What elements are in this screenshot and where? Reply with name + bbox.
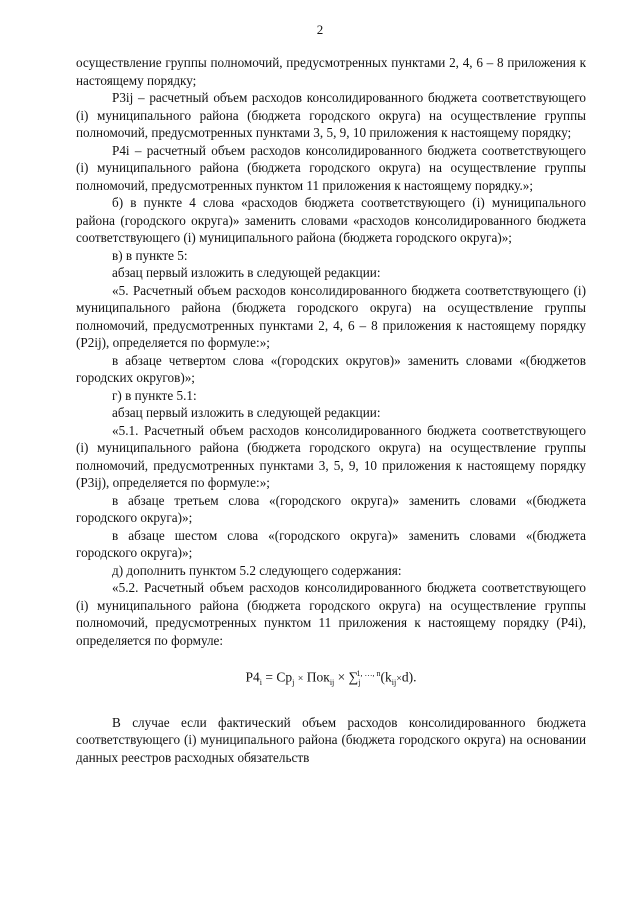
paragraph-7: «5. Расчетный объем расходов консолидированного бюджета соответствующего (i) муниципального района (бюджета городского округа) на осуществление группы полномочий, предусмотренных пунктами 2, 4, 6 – 8 приложения к настоящему порядку (Р2ij), определяется по формуле:»; — [76, 282, 586, 350]
formula-eq: = — [265, 669, 273, 685]
formula-open: (k — [380, 669, 392, 685]
formula-sum-sub: j — [358, 678, 361, 688]
paragraph-3: Р4i – расчетный объем расходов консолидированного бюджета соответствующего (i) муниципального района (бюджета городского округа) на осуществление группы полномочий, предусмотренных пунктом 11 приложения к настоящему порядку.»; — [76, 142, 586, 193]
formula-times-1: × — [297, 673, 304, 685]
formula-times-2: × — [337, 669, 346, 685]
paragraph-6: абзац первый изложить в следующей редакции: — [112, 265, 381, 280]
paragraph-12: в абзаце третьем слова «(городского округа)» заменить словами «(бюджета городского округа)»; — [76, 492, 586, 525]
paragraph-9: г) в пункте 5.1: — [112, 387, 197, 403]
paragraph-14: д) дополнить пунктом 5.2 следующего содержания: — [112, 562, 402, 578]
paragraph-13: в абзаце шестом слова «(городского округа)» заменить словами «(бюджета городского округа)»; — [76, 527, 586, 560]
formula-cp-sub: j — [292, 678, 295, 688]
formula-sum: ∑ — [348, 669, 359, 685]
formula-times-3: × — [396, 673, 402, 685]
formula-d: d). — [401, 669, 417, 685]
page-number: 2 — [316, 22, 324, 37]
formula-sum-sup: 1, …, n — [356, 669, 381, 678]
paragraph-11: «5.1. Расчетный объем расходов консолидированного бюджета соответствующего (i) муниципального района (бюджета городского округа) на осуществление группы полномочий, предусмотренных пунктами 3, 5, 9, 10 приложения к настоящему порядку (Р3ij), определяется по формуле:»; — [76, 422, 586, 490]
paragraph-2: Р3ij – расчетный объем расходов консолидированного бюджета соответствующего (i) муниципального района (бюджета городского округа) на осуществление группы полномочий, предусмотренных пунктами 3, 5, 9, 10 приложения к настоящему порядку; — [76, 90, 586, 140]
formula-pok: Пок — [306, 669, 330, 685]
formula — [76, 665, 586, 692]
paragraph-8: в абзаце четвертом слова «(городских округов)» заменить словами «(бюджетов городских округов)»; — [76, 352, 586, 385]
formula-lhs-sub: i — [259, 678, 262, 688]
paragraph-10: абзац первый изложить в следующей редакции: — [112, 405, 381, 420]
formula-lhs: Р4 — [245, 669, 260, 685]
paragraph-16: В случае если фактический объем расходов консолидированного бюджета соответствующего (i) муниципального района (бюджета городского округа) на основании данных реестров расходных обязательств — [76, 714, 586, 765]
formula-pok-sub: ij — [329, 678, 335, 688]
paragraph-15: «5.2. Расчетный объем расходов консолидированного бюджета соответствующего (i) муниципального района (бюджета городского округа) на осуществление группы полномочий, предусмотренных пунктом 11 приложения к настоящему порядку (Р4i), определяется по формуле: — [76, 580, 586, 648]
formula-cp: Ср — [276, 669, 293, 685]
document-body — [76, 54, 586, 766]
paragraph-5: в) в пункте 5: — [112, 247, 188, 263]
paragraph-1: осуществление группы полномочий, предусмотренных пунктами 2, 4, 6 – 8 приложения к настоящему порядку; — [76, 55, 586, 88]
formula-k-sub: ij — [391, 678, 397, 688]
paragraph-4: б) в пункте 4 слова «расходов бюджета соответствующего (i) муниципального района (городского округа)» заменить словами «расходов консолидированного бюджета соответствующего (i) муниципального района (бюджета городского округа)»; — [76, 195, 586, 245]
